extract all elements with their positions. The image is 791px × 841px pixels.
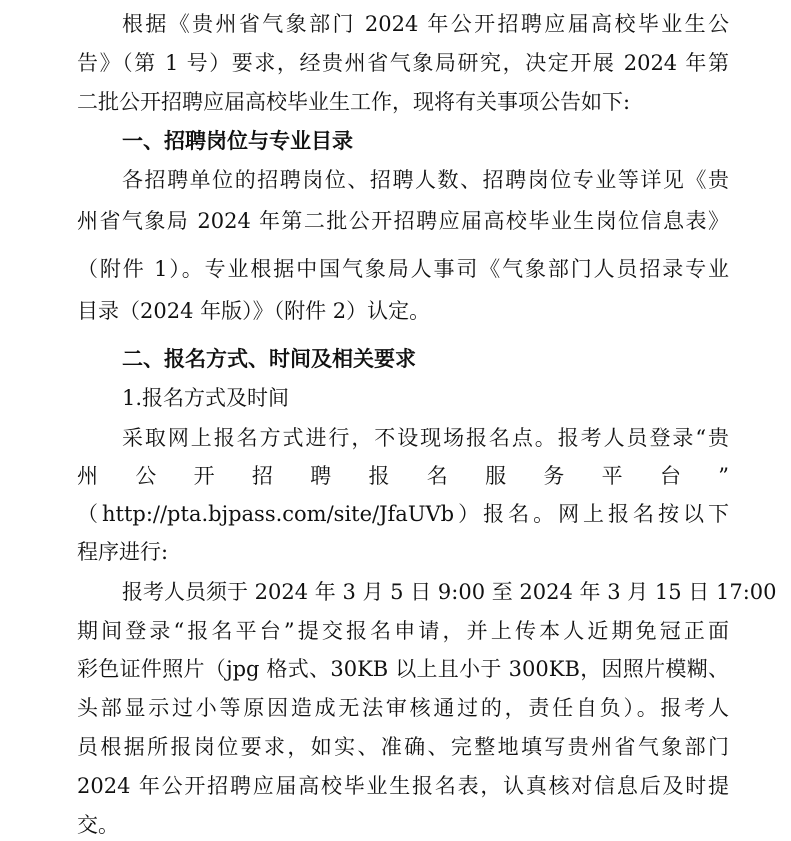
section-2-para2-line-2: 期间登录“报名平台”提交报名申请，并上传本人近期免冠正面 bbox=[77, 619, 729, 643]
section-1-line-4: 目录（2024 年版）》（附件 2）认定。 bbox=[77, 299, 431, 323]
section-2-subheading: 1.报名方式及时间 bbox=[122, 386, 290, 410]
section-1-line-1: 各招聘单位的招聘岗位、招聘人数、招聘岗位专业等详见《贵 bbox=[122, 168, 729, 192]
section-2-para2-line-1: 报考人员须于 2024 年 3 月 5 日 9:00 至 2024 年 3 月 15 日 17:00 bbox=[122, 580, 777, 604]
section-2-para1-line-1: 采取网上报名方式进行，不设现场报名点。报考人员登录“贵 bbox=[122, 426, 729, 450]
section-2-para1-line-3: （http://pta.bjpass.com/site/JfaUVb）报名。网上报名按以下 bbox=[77, 502, 729, 526]
section-2-para2-line-4: 头部显示过小等原因造成无法审核通过的，责任自负）。报考人 bbox=[77, 696, 729, 720]
section-2-para1-line-2: 州 公 开 招 聘 报 名 服 务 平 台 ” bbox=[77, 464, 729, 488]
section-2-heading: 二、报名方式、时间及相关要求 bbox=[122, 347, 416, 371]
intro-line-2: 告》（第 1 号）要求，经贵州省气象局研究，决定开展 2024 年第 bbox=[77, 51, 729, 75]
section-1-line-2: 州省气象局 2024 年第二批公开招聘应届高校毕业生岗位信息表》 bbox=[77, 209, 729, 233]
section-1-heading: 一、招聘岗位与专业目录 bbox=[122, 129, 353, 153]
section-1-line-3: （附件 1）。专业根据中国气象局人事司《气象部门人员招录专业 bbox=[77, 257, 729, 281]
section-2-para2-line-5: 员根据所报岗位要求，如实、准确、完整地填写贵州省气象部门 bbox=[77, 735, 729, 759]
section-2-para2-line-7: 交。 bbox=[77, 813, 119, 837]
section-2-para2-line-6: 2024 年公开招聘应届高校毕业生报名表，认真核对信息后及时提 bbox=[77, 774, 729, 798]
intro-line-3: 二批公开招聘应届高校毕业生工作，现将有关事项公告如下: bbox=[77, 90, 631, 114]
section-2-para2-line-3: 彩色证件照片（jpg 格式、30KB 以上且小于 300KB，因照片模糊、 bbox=[77, 657, 729, 681]
section-2-para1-line-4: 程序进行: bbox=[77, 540, 169, 564]
intro-line-1: 根据《贵州省气象部门 2024 年公开招聘应届高校毕业生公 bbox=[122, 12, 729, 36]
